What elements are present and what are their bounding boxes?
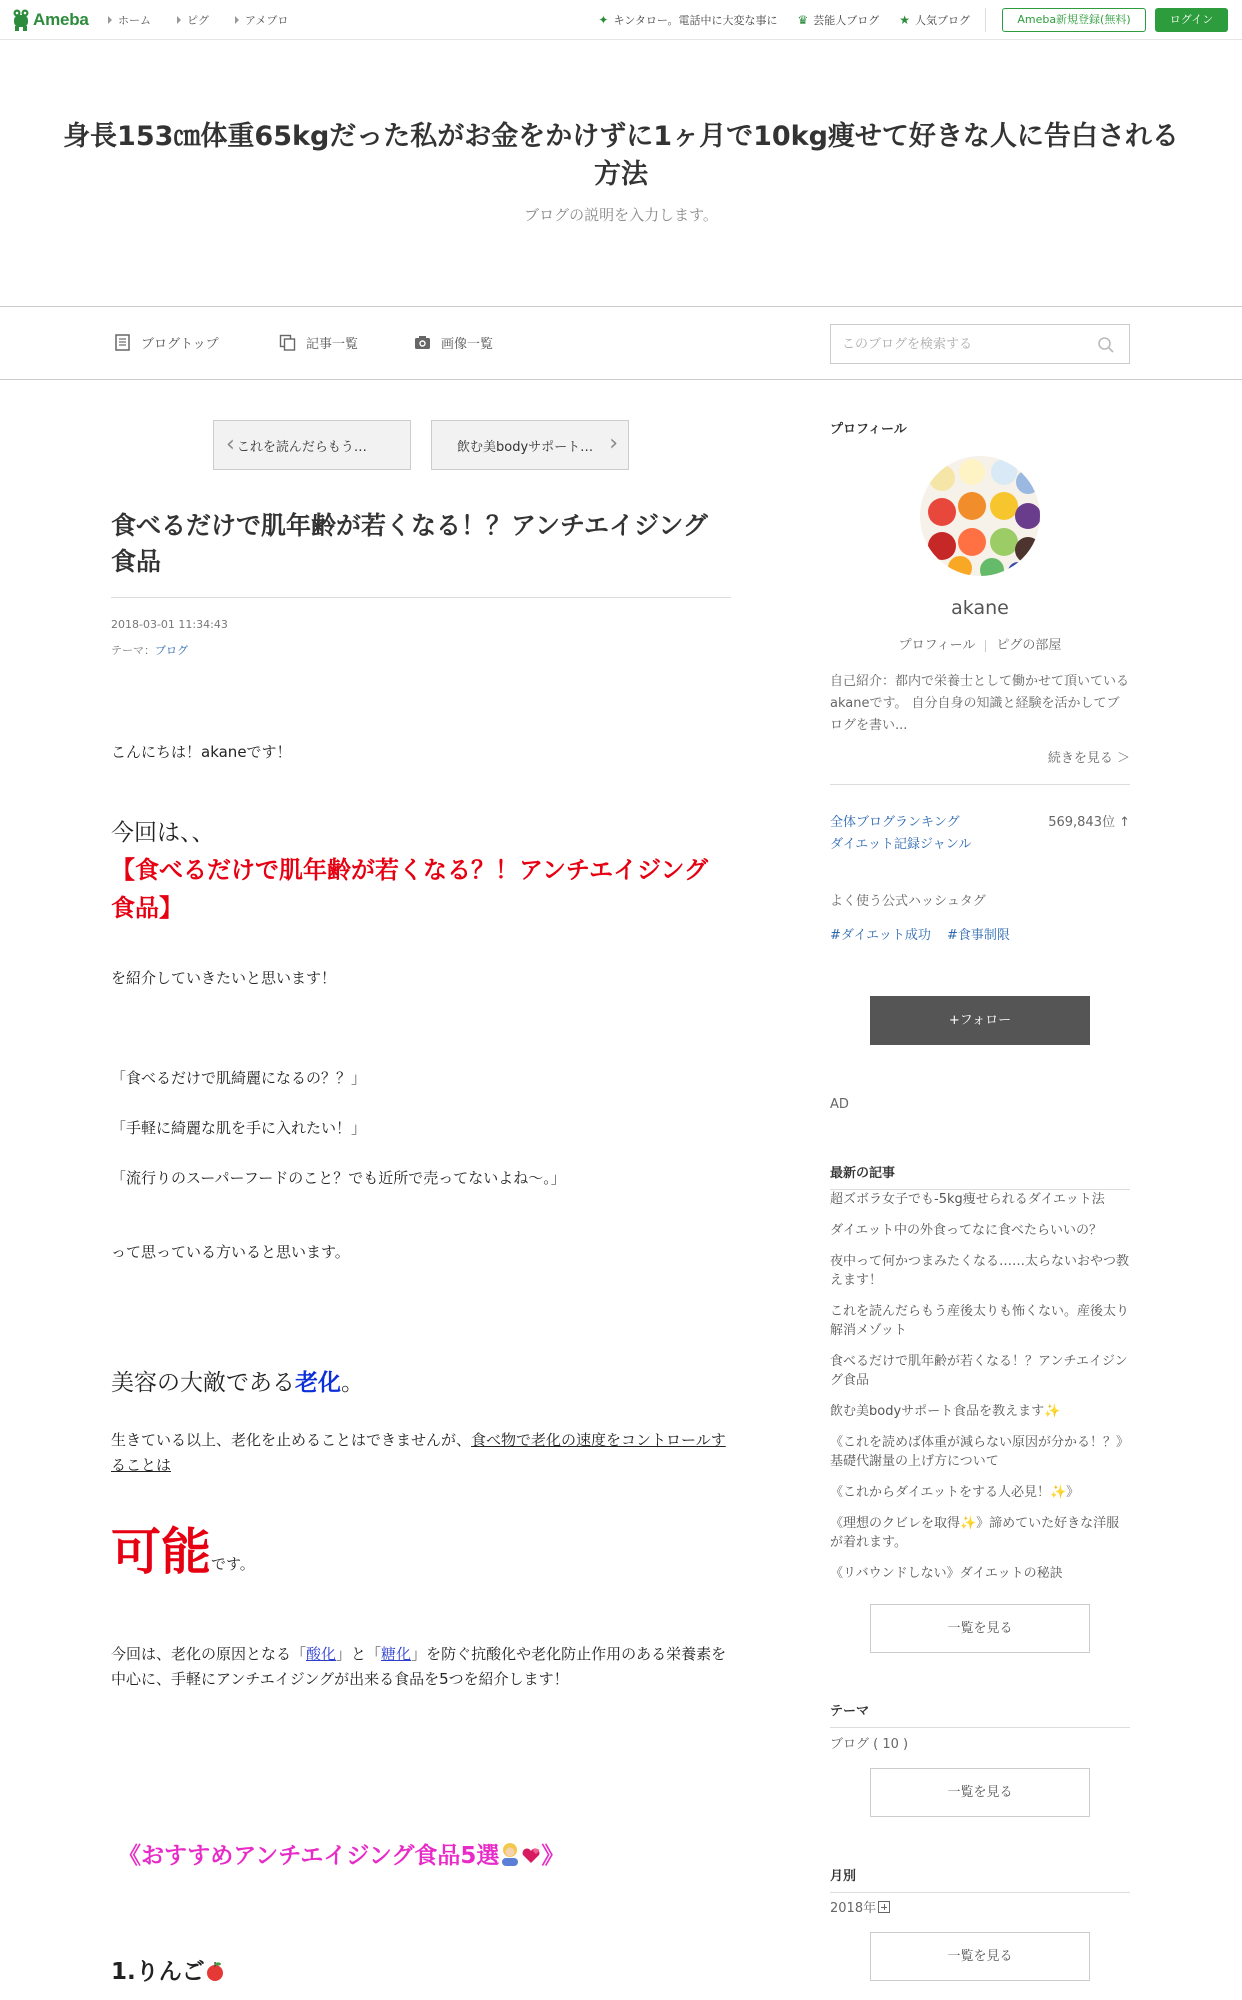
blog-nav	[0, 306, 1242, 380]
month-heading: 月別	[830, 1865, 1130, 1893]
hashtag-link[interactable]: #食事制限	[947, 928, 1010, 943]
chevron-left-icon: ‹	[226, 432, 235, 457]
quote: 「手軽に綺麗な肌を手に入れたい！」	[111, 1119, 367, 1137]
emphasis-line	[111, 1520, 731, 1596]
recent-item[interactable]: 《理想のクビレを取得✨》諦めていた好きな洋服が着れます。	[830, 1516, 1120, 1550]
theme-item[interactable]: ブログ ( 10 )	[830, 1737, 909, 1752]
hashtag-heading: よく使う公式ハッシュタグ	[830, 894, 986, 909]
profile-name[interactable]: akane	[951, 597, 1009, 619]
month-item[interactable]	[830, 1897, 890, 1916]
recent-item[interactable]: これを読んだらもう産後太りも怖くない。産後太り解消メゾット	[830, 1304, 1130, 1338]
item-heading	[111, 1960, 731, 1990]
popular-blog-label: 人気ブログ	[915, 14, 970, 27]
ranking-value: 569,843位 ↑	[1048, 815, 1130, 830]
section-heading	[111, 1366, 731, 1400]
recommend-heading	[118, 1842, 738, 1874]
keyword-link[interactable]: 酸化	[306, 1645, 337, 1663]
paragraph-text: 」を防ぐ抗酸化や老化防止作用のある栄養素を中心に、手軽にアンチエイジングが出来る食品を5つを紹介します！	[111, 1645, 727, 1688]
nav-pigg-label: ピグ	[187, 14, 209, 27]
hearts-emoji-icon	[521, 1846, 541, 1874]
popular-blog-link[interactable]	[899, 12, 970, 28]
search-icon[interactable]	[1097, 336, 1115, 354]
nav-home-label: ホーム	[118, 14, 151, 27]
theme-see-all-button[interactable]: 一覧を見る	[870, 1768, 1090, 1817]
entry-theme	[111, 642, 188, 658]
crown-icon: ♛	[797, 13, 809, 27]
star-icon: ★	[899, 13, 910, 27]
item-heading-text: 1.りんご	[111, 1959, 205, 1985]
logo-text: Ameba	[33, 10, 89, 29]
chevron-right-icon: ›	[609, 431, 618, 456]
camera-icon	[414, 334, 431, 351]
ad-label: AD	[830, 1097, 849, 1112]
paragraph-text: 今回は、老化の原因となる「	[111, 1645, 307, 1663]
nav-ameblo-label: アメブロ	[245, 14, 289, 27]
copy-icon	[279, 334, 296, 351]
hashtag-link[interactable]: #ダイエット成功	[830, 928, 931, 943]
recommend-heading-text: 《おすすめアンチエイジング食品5選	[118, 1843, 500, 1869]
entry-title[interactable]: 食べるだけで肌年齢が若くなる！？アンチエイジング食品	[111, 511, 708, 576]
month-see-all-button[interactable]: 一覧を見る	[870, 1932, 1090, 1981]
celebrity-blog-link[interactable]	[797, 12, 879, 28]
recent-item[interactable]: 《これからダイエットをする人必見！✨》	[830, 1485, 1080, 1500]
paragraph-text: 生きている以上、老化を止めることはできませんが、	[111, 1431, 472, 1449]
recommend-heading-end: 》	[541, 1843, 565, 1869]
ranking-all-link[interactable]: 全体ブログランキング	[830, 815, 960, 830]
prev-article-label: これを読んだらもう…	[236, 439, 367, 455]
recent-item[interactable]: ダイエット中の外食ってなに食べたらいいの？	[830, 1223, 1102, 1238]
paragraph	[111, 1428, 731, 1478]
recent-list	[830, 1190, 1130, 1595]
keyword: 老化	[295, 1370, 341, 1396]
underlined-text: 食べ物で老化の速度をコントロールすることは	[111, 1431, 726, 1474]
top-links	[598, 0, 970, 40]
paragraph	[111, 1642, 731, 1692]
triangle-right-icon	[177, 16, 181, 24]
nav-blog-top-label: ブログトップ	[141, 337, 219, 352]
pig-room-link[interactable]: ピグの部屋	[996, 638, 1062, 653]
global-header	[0, 0, 1242, 40]
recent-item[interactable]: 夜中って何かつまみたくなる……太らないおやつ教えます！	[830, 1254, 1130, 1288]
emphasis-word: 可能	[111, 1523, 211, 1581]
divider	[985, 640, 986, 652]
section-heading-end: 。	[341, 1370, 364, 1396]
divider	[111, 597, 731, 598]
entry-theme-label: テーマ：	[111, 644, 155, 657]
paragraph-text: 」と「	[336, 1645, 382, 1663]
next-article-button[interactable]	[431, 420, 629, 470]
blog-search	[830, 324, 1130, 364]
ameba-logo[interactable]	[12, 7, 89, 33]
apple-emoji-icon	[205, 1960, 225, 1990]
avatar-image	[920, 456, 1040, 576]
recent-item[interactable]: 《これを読めば体重が減らない原因が分かる！？》基礎代謝量の上げ方について	[830, 1435, 1130, 1469]
quote: 「流行りのスーパーフードのこと？でも近所で売ってないよね〜。」	[111, 1169, 566, 1187]
nav-pigg[interactable]	[177, 12, 209, 28]
blog-title[interactable]: 身長153㎝体重65kgだった私がお金をかけずに1ヶ月で10kg痩せて好きな人に告白される方法	[63, 121, 1179, 190]
expand-plus-icon[interactable]	[878, 1901, 890, 1913]
triangle-right-icon	[108, 16, 112, 24]
avatar[interactable]	[920, 456, 1040, 576]
nav-image-list-label: 画像一覧	[441, 337, 494, 352]
follow-button[interactable]: +フォロー	[870, 996, 1090, 1045]
recent-heading: 最新の記事	[830, 1162, 1130, 1190]
woman-emoji-icon	[499, 1842, 521, 1874]
trending-link[interactable]	[598, 12, 777, 28]
section-heading-text: 美容の大敵である	[111, 1370, 295, 1396]
ranking-genre-link[interactable]: ダイエット記録ジャンル	[830, 837, 972, 852]
triangle-right-icon	[235, 16, 239, 24]
profile-heading: プロフィール	[830, 422, 907, 437]
entry-date: 2018-03-01 11:34:43	[111, 618, 228, 631]
profile-intro: 自己紹介：都内で栄養士として働かせて頂いているakaneです。 自分自身の知識と経験を活かしてブログを書い...	[830, 674, 1130, 733]
highlight-heading: 【食べるだけで肌年齢が若くなる？！アンチエイジング食品】	[111, 856, 708, 922]
recent-item[interactable]: 食べるだけで肌年齢が若くなる！？アンチエイジング食品	[830, 1354, 1128, 1388]
nav-article-list[interactable]	[279, 333, 358, 352]
profile-more-link[interactable]: 続きを見る ＞	[1047, 751, 1130, 766]
theme-heading: テーマ	[830, 1700, 1130, 1728]
recent-item[interactable]: 飲む美bodyサポート食品を教えます✨	[830, 1404, 1061, 1419]
profile-link[interactable]: プロフィール	[898, 638, 976, 653]
entry-theme-link[interactable]: ブログ	[155, 644, 188, 657]
prev-article-button[interactable]	[213, 420, 411, 470]
global-nav	[108, 0, 288, 40]
keyword-link[interactable]: 糖化	[381, 1645, 412, 1663]
nav-home[interactable]	[108, 12, 151, 28]
blog-description: ブログの説明を入力します。	[524, 206, 718, 224]
paragraph: って思っている方いると思います。	[111, 1243, 350, 1261]
recent-item[interactable]: 《リバウンドしない》ダイエットの秘訣	[830, 1566, 1063, 1581]
month-item-label: 2018年	[830, 1901, 877, 1916]
nav-article-list-label: 記事一覧	[306, 337, 359, 352]
nav-ameblo[interactable]	[235, 12, 288, 28]
document-icon	[114, 334, 131, 351]
divider	[985, 8, 986, 32]
search-input[interactable]	[831, 325, 1081, 363]
next-article-label: 飲む美bodyサポート…	[457, 439, 594, 455]
sparkle-icon: ✦	[598, 13, 609, 27]
emphasis-suffix: です。	[211, 1555, 255, 1573]
paragraph: を紹介していきたいと思います！	[111, 969, 337, 987]
nav-image-list[interactable]	[414, 333, 493, 352]
profile-links	[830, 634, 1130, 653]
paragraph: 今回は、、	[111, 820, 215, 846]
celebrity-blog-label: 芸能人ブログ	[813, 14, 880, 27]
trending-link-label: キンタロー。電話中に大変な事に	[613, 14, 778, 27]
quote: 「食べるだけで肌綺麗になるの？？」	[111, 1069, 367, 1087]
register-button[interactable]: Ameba新規登録(無料)	[1002, 8, 1146, 32]
nav-blog-top[interactable]	[114, 333, 219, 352]
divider	[830, 784, 1130, 785]
recent-see-all-button[interactable]: 一覧を見る	[870, 1604, 1090, 1653]
paragraph: こんにちは！akaneです！	[111, 743, 292, 761]
recent-item[interactable]: 超ズボラ女子でも-5kg痩せられるダイエット法	[830, 1192, 1105, 1207]
ameba-frog-icon	[12, 8, 30, 32]
login-button[interactable]: ログイン	[1155, 8, 1228, 32]
